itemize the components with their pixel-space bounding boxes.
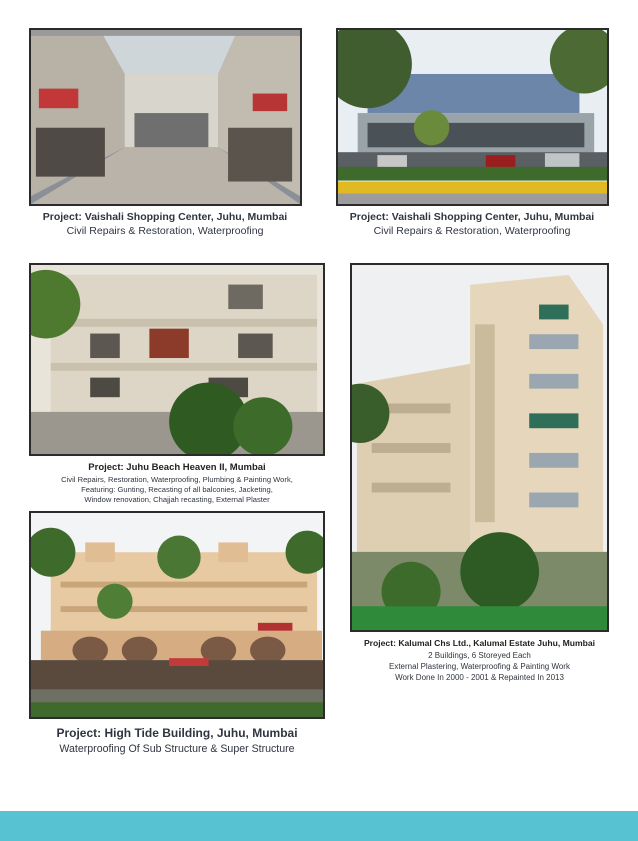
caption-title: Project: Vaishali Shopping Center, Juhu, Mumbai [349, 211, 595, 223]
project-photo-vaishali-interior [29, 28, 302, 206]
project-photo-vaishali-street [336, 28, 609, 206]
caption-title: Project: Juhu Beach Heaven II, Mumbai [88, 462, 266, 473]
caption-juhu-beach-heaven [29, 462, 325, 505]
caption-line: Civil Repairs & Restoration, Waterproofing [66, 225, 264, 237]
footer-accent-bar [0, 811, 638, 841]
caption-line: Work Done In 2000 - 2001 & Repainted In 2013 [395, 673, 564, 682]
caption-vaishali-interior [17, 211, 313, 237]
caption-vaishali-street [324, 211, 620, 237]
caption-title: Project: Vaishali Shopping Center, Juhu, Mumbai [42, 211, 288, 223]
caption-line: Waterproofing Of Sub Structure & Super Structure [59, 743, 295, 755]
project-photo-juhu-beach-heaven [29, 263, 325, 456]
caption-high-tide [29, 726, 325, 755]
project-photo-high-tide [29, 511, 325, 719]
caption-title: Project: Kalumal Chs Ltd., Kalumal Estate Juhu, Mumbai [363, 638, 596, 648]
caption-line: Civil Repairs & Restoration, Waterproofing [373, 225, 571, 237]
caption-kalumal [342, 638, 617, 683]
caption-line: 2 Buildings, 6 Storeyed Each [428, 651, 531, 660]
caption-title: Project: High Tide Building, Juhu, Mumbai [56, 726, 298, 740]
caption-line: External Plastering, Waterproofing & Painting Work [389, 662, 570, 671]
caption-line: Civil Repairs, Restoration, Waterproofing, Plumbing & Painting Work, [61, 475, 293, 484]
caption-line: Featuring: Gunting, Recasting of all balconies, Jacketing, [81, 485, 273, 494]
project-photo-kalumal [350, 263, 609, 632]
caption-line: Window renovation, Chajjah recasting, External Plaster [84, 495, 270, 504]
